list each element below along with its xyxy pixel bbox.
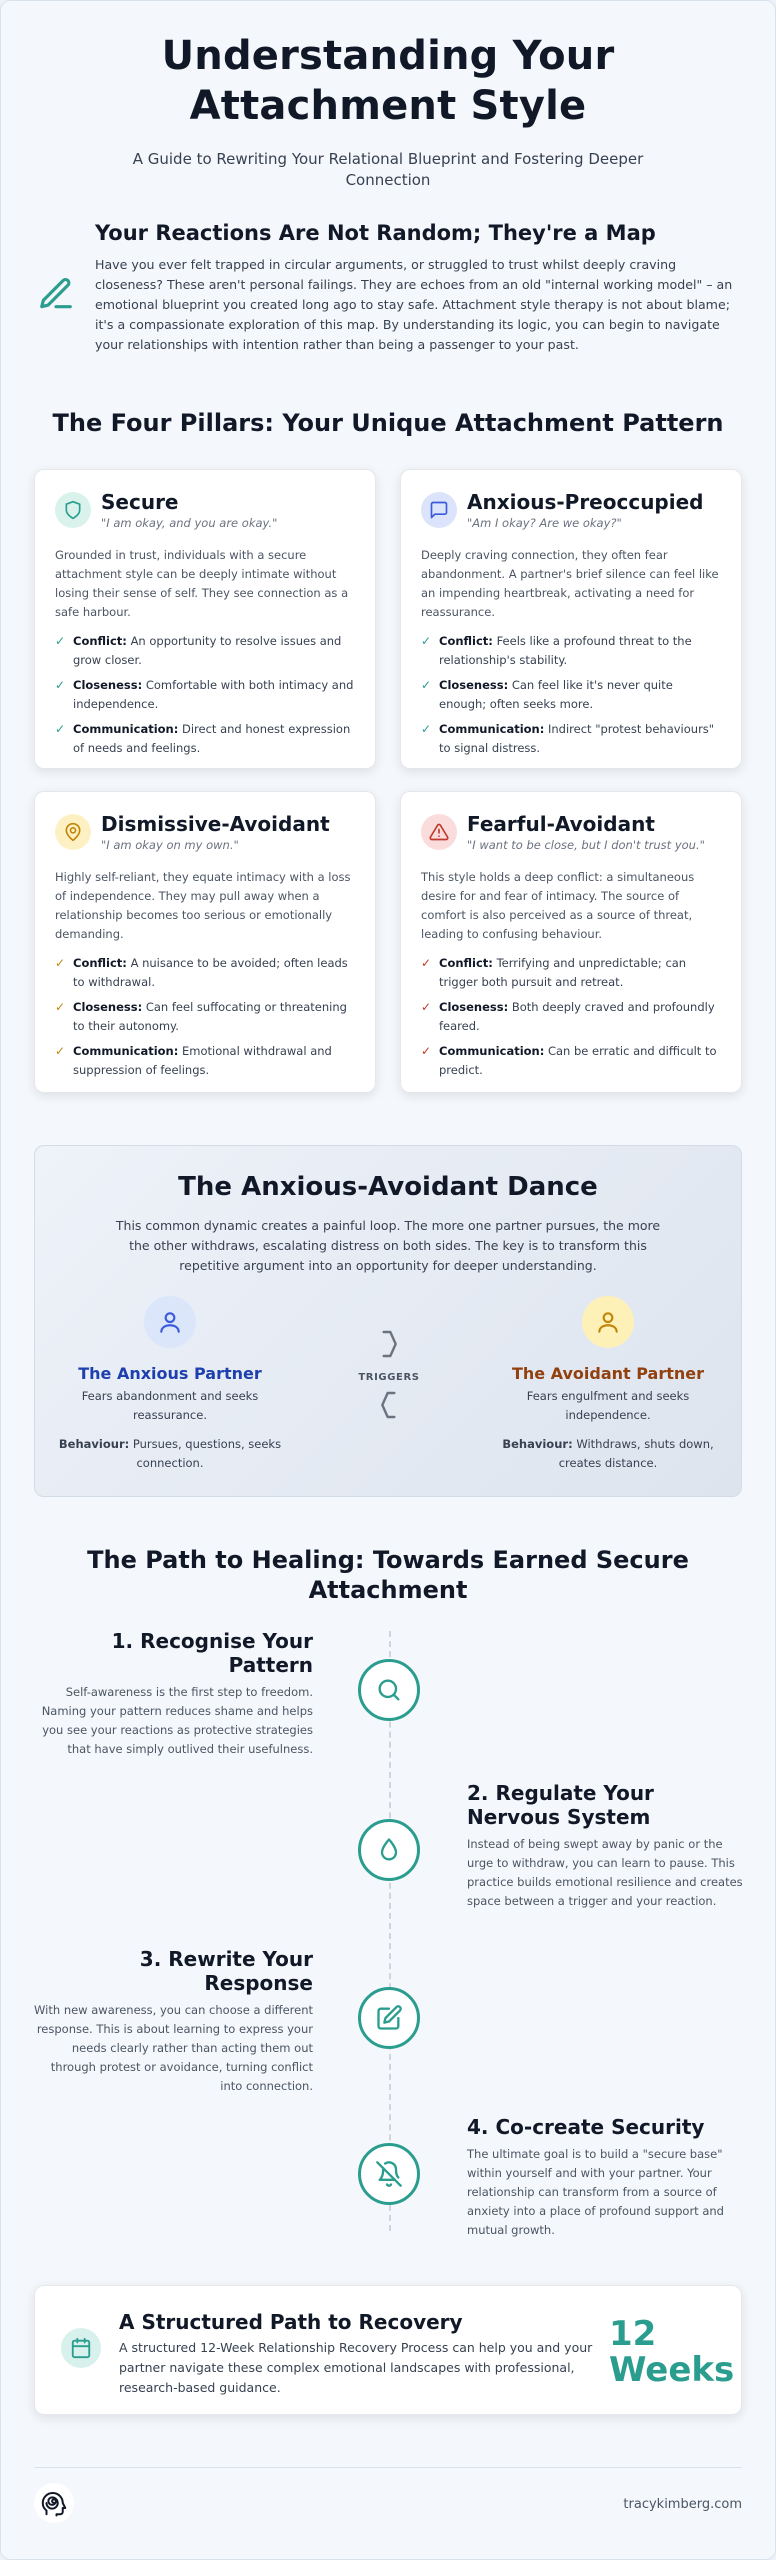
step-title: 2. Regulate Your Nervous System [467,1781,654,1829]
dance-title: The Anxious-Avoidant Dance [178,1172,598,1202]
check-icon: ✓ [55,956,66,970]
site-link[interactable]: tracykimberg.com [623,2497,742,2512]
intro-section [37,221,742,361]
card-quote: "I want to be close, but I don't trust you." [467,838,705,852]
card-description: Grounded in trust, individuals with a secure attachment style can be deeply intimate without losing their sense of self. They see connection as a safe harbour. [55,548,349,619]
step-body: Instead of being swept away by panic or the urge to withdraw, you can learn to pause. This practice builds emotional resilience and creates space between a trigger and your reaction. [467,1837,743,1908]
step-rewrite [31,1947,313,2096]
card-secure [34,469,376,769]
partner-name: The Anxious Partner [78,1364,262,1383]
footer-divider [34,2467,742,2468]
card-description: This style holds a deep conflict: a simultaneous desire for and fear of intimacy. The source of comfort is also perceived as a source of threat, leading to confusing behaviour. [421,870,695,941]
check-icon: ✓ [421,1044,432,1058]
partner-behaviour: Behaviour: Pursues, questions, seeks connection. [58,1437,282,1470]
search-icon [358,1659,420,1721]
arrow-right-icon [373,1326,405,1362]
card-traits [421,954,721,1080]
trait-item: ✓ Closeness: Comfortable with both intimacy and independence. [55,678,354,711]
card-quote: "I am okay, and you are okay." [101,516,278,530]
card-traits [55,632,355,758]
step-regulate [467,1781,749,1911]
step-title: 4. Co-create Security [467,2115,705,2139]
check-icon: ✓ [55,722,66,736]
check-icon: ✓ [55,678,66,692]
step-co-create [467,2115,749,2240]
highlight-number: 12 [609,2314,657,2354]
trait-item: ✓ Communication: Emotional withdrawal and suppression of feelings. [55,1044,332,1077]
trait-item: ✓ Conflict: Terrifying and unpredictable; can trigger both pursuit and retreat. [421,956,687,989]
check-icon: ✓ [421,956,432,970]
step-body: Self-awareness is the first step to freedom. Naming your pattern reduces shame and helps you see your reactions as protective strategies that have simply outlived their usefulness. [41,1685,313,1756]
trait-item: ✓ Closeness: Can feel like it's never quite enough; often seeks more. [421,678,673,711]
card-name: Anxious-Preoccupied [467,490,704,514]
trait-item: ✓ Conflict: A nuisance to be avoided; often leads to withdrawal. [55,956,348,989]
recovery-cta [34,2285,742,2415]
partner-behaviour: Behaviour: Withdraws, shuts down, creates distance. [502,1437,714,1470]
cta-title: A Structured Path to Recovery [119,2310,463,2334]
step-recognise [31,1629,313,1759]
card-fearful-avoidant [400,791,742,1093]
cta-highlight [609,2314,735,2390]
triggers-label: TRIGGERS [358,1372,420,1383]
page-title: Understanding Your Attachment Style [161,33,615,129]
card-name: Fearful-Avoidant [467,812,655,836]
check-icon: ✓ [55,634,66,648]
calendar-icon [61,2328,101,2368]
card-description: Highly self-reliant, they equate intimacy with a loss of independence. They may pull away when a relationship becomes too serious or emotionally demanding. [55,870,351,941]
step-body: The ultimate goal is to build a "secure base" within yourself and with your partner. Your relationship can transform from a source of anxiety into a place of profound support and mutual growth. [467,2147,724,2237]
intro-heading: Your Reactions Are Not Random; They're a Map [95,221,656,245]
healing-title: The Path to Healing: Towards Earned Secure Attachment [87,1546,689,1604]
pen-icon [37,275,75,313]
intro-body: Have you ever felt trapped in circular arguments, or struggled to trust whilst deeply craving closeness? These aren't personal failings. They are echoes from an old "internal working model" – an emotional blueprint you created long ago to stay safe. Attachment style therapy is not about blame; it's a compassionate exploration of this map. By understanding its logic, you can begin to navigate your relationships with intention rather than being a passenger to your past. [95,257,733,352]
trait-item: ✓ Communication: Direct and honest expression of needs and feelings. [55,722,351,755]
warning-icon [421,814,457,850]
arrow-left-icon [373,1387,405,1423]
partner-name: The Avoidant Partner [511,1364,705,1383]
highlight-unit: Weeks [609,2350,735,2390]
anxious-avoidant-dance [34,1145,742,1497]
check-icon: ✓ [55,1044,66,1058]
card-name: Dismissive-Avoidant [101,812,330,836]
timeline-line [389,1631,391,2231]
page-subtitle: A Guide to Rewriting Your Relational Blueprint and Fostering Deeper Connection [132,150,644,189]
check-icon: ✓ [55,1000,66,1014]
check-icon: ✓ [421,678,432,692]
triggers-indicator [355,1326,423,1427]
trait-item: ✓ Communication: Indirect "protest behaviours" to signal distress. [421,722,715,755]
trait-item: ✓ Closeness: Both deeply craved and profoundly feared. [421,1000,715,1033]
trait-item: ✓ Conflict: An opportunity to resolve issues and grow closer. [55,634,342,667]
trait-item: ✓ Closeness: Can feel suffocating or threatening to their autonomy. [55,1000,347,1033]
avoidant-partner [493,1296,723,1473]
card-dismissive-avoidant [34,791,376,1093]
card-name: Secure [101,490,179,514]
step-title: 1. Recognise Your Pattern [111,1629,313,1677]
check-icon: ✓ [421,634,432,648]
head-spiral-icon[interactable] [34,2483,74,2523]
edit-icon [358,1987,420,2049]
cta-body: A structured 12-Week Relationship Recovery Process can help you and your partner navigate these complex emotional landscapes with professional, research-based guidance. [119,2340,593,2395]
card-quote: "I am okay on my own." [101,838,239,852]
message-icon [421,492,457,528]
user-icon [144,1296,196,1348]
droplet-icon [358,1819,420,1881]
shield-icon [55,492,91,528]
bell-off-icon [358,2143,420,2205]
map-pin-icon [55,814,91,850]
step-body: With new awareness, you can choose a different response. This is about learning to express your needs clearly rather than acting them out through protest or avoidance, turning conflict into connection. [34,2003,313,2093]
check-icon: ✓ [421,1000,432,1014]
card-description: Deeply craving connection, they often fear abandonment. A partner's brief silence can feel like an impending heartbreak, activating a need for reassurance. [421,548,719,619]
anxious-partner [55,1296,285,1473]
check-icon: ✓ [421,722,432,736]
trait-item: ✓ Communication: Can be erratic and difficult to predict. [421,1044,717,1077]
dance-body: This common dynamic creates a painful loop. The more one partner pursues, the more the other withdraws, escalating distress on both sides. The key is to transform this repetitive argument into an opportunity for deeper understanding. [115,1218,661,1273]
user-icon [582,1296,634,1348]
pillars-title: The Four Pillars: Your Unique Attachment Pattern [52,409,724,437]
partner-description: Fears abandonment and seeks reassurance. [81,1389,259,1422]
card-traits [421,632,721,758]
trait-item: ✓ Conflict: Feels like a profound threat to the relationship's stability. [421,634,692,667]
card-traits [55,954,355,1080]
header [31,31,745,191]
card-anxious-preoccupied [400,469,742,769]
partner-description: Fears engulfment and seeks independence. [526,1389,690,1422]
step-title: 3. Rewrite Your Response [139,1947,313,1995]
card-quote: "Am I okay? Are we okay?" [467,516,622,530]
